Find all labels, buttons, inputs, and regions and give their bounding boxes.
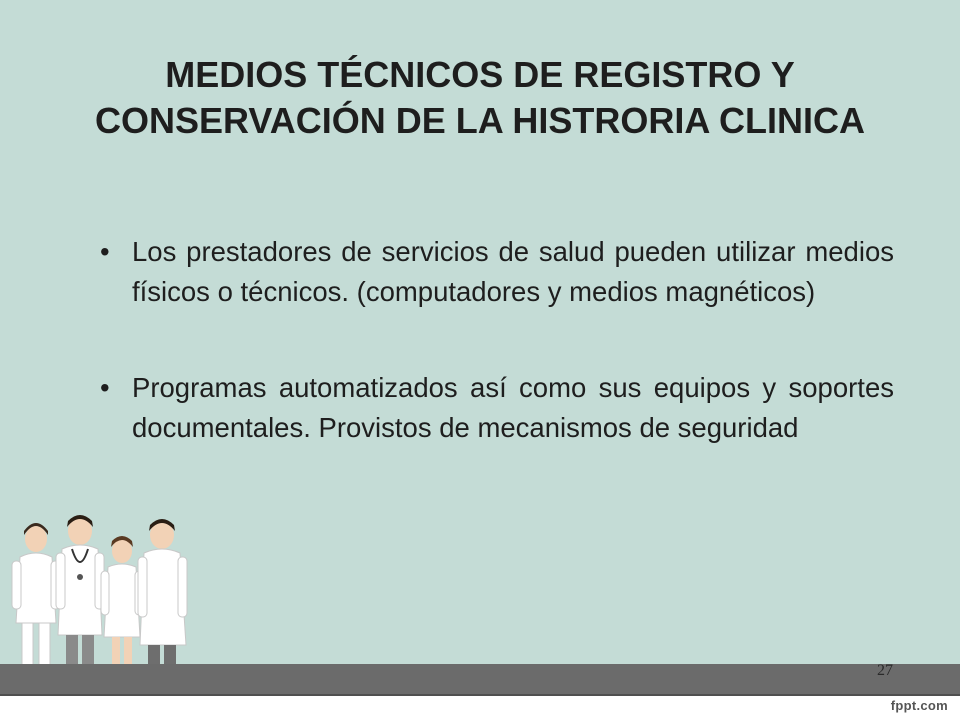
bullet-marker: •	[100, 372, 110, 403]
bullet-text: Programas automatizados así como sus equipos y soportes documentales. Provistos de mecanismos de seguridad	[132, 372, 894, 443]
bullet-item	[96, 232, 894, 312]
slide-title: MEDIOS TÉCNICOS DE REGISTRO Y CONSERVACIÓN DE LA HISTRORIA CLINICA	[94, 54, 866, 141]
bullet-marker: •	[100, 236, 110, 267]
bullet-list	[96, 232, 894, 448]
bullet-text: Los prestadores de servicios de salud pueden utilizar medios físicos o técnicos. (computadores y medios magnéticos)	[132, 236, 894, 307]
footer-bar	[0, 664, 960, 694]
bullet-item	[96, 368, 894, 448]
slide-number: 27	[877, 662, 893, 679]
footer-strip	[0, 696, 960, 720]
watermark: fppt.com	[890, 698, 948, 713]
